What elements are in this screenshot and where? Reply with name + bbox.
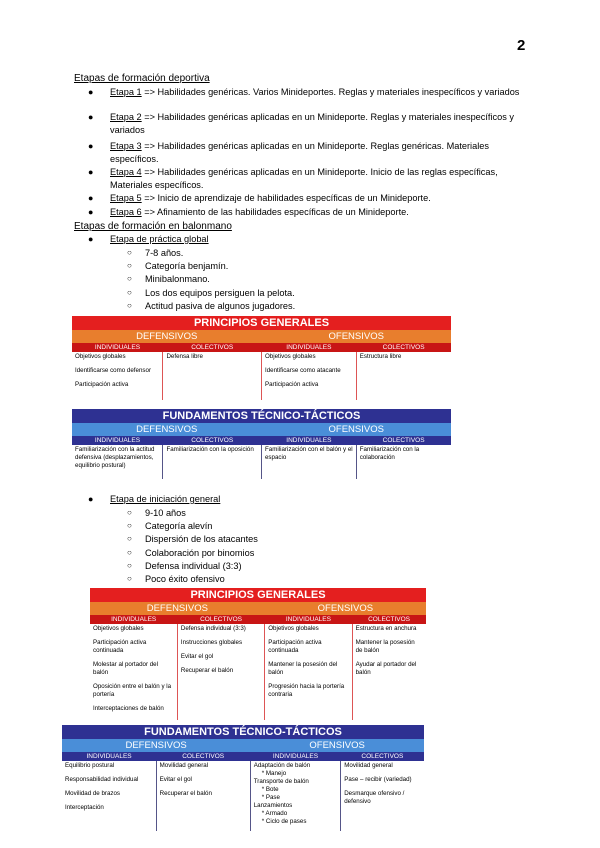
cell-line: Recuperar el balón — [180, 667, 234, 674]
heading-balonmano: Etapas de formación en balonmano — [74, 221, 232, 232]
subheader-individuales: INDIVIDUALES — [90, 615, 177, 624]
cell-line: Objetivos globales — [75, 353, 126, 360]
sub-item — [127, 273, 210, 285]
bullet-icon: ● — [88, 141, 94, 151]
bullet-icon: ● — [88, 167, 94, 177]
table-fundamentos-general — [62, 725, 424, 831]
cell-line: * Armado — [261, 810, 288, 817]
cell-line: * Pase — [261, 794, 280, 801]
circle-bullet-icon: ○ — [127, 248, 132, 257]
stage-text: => Afinamiento de las habilidades específicas de un Minideporte. — [141, 207, 409, 217]
sub-item-text: Minibalonmano. — [145, 274, 210, 285]
header-ofensivos: OFENSIVOS — [250, 739, 424, 752]
table-fundamentos-global — [72, 409, 451, 479]
sub-item-text: Actitud pasiva de algunos jugadores. — [145, 300, 296, 311]
sub-item-text: 9-10 años — [145, 508, 186, 518]
circle-bullet-icon: ○ — [127, 287, 132, 297]
sub-item — [127, 260, 229, 272]
general-stage-bullet — [88, 493, 510, 506]
cell-line: Oposición entre el balón y la portería — [93, 683, 172, 698]
cell-line: Familiarización con la actitud defensiva (desplazamientos, equilibrio postural) — [75, 446, 155, 469]
sub-item-text: Los dos equipos persiguen la pelota. — [145, 287, 295, 298]
cell-line: Molestar al portador del balón — [93, 661, 159, 676]
cell-line: Estructura libre — [359, 353, 402, 360]
stage-label: Etapa 5 — [110, 193, 142, 203]
stage-label: Etapa 2 — [110, 112, 142, 122]
subheader-colectivos: COLECTIVOS — [352, 615, 426, 624]
stage-label: Etapa 4 — [110, 167, 142, 177]
cell-of-col — [356, 352, 451, 400]
cell-of-ind — [261, 352, 356, 400]
cell-line: Interceptaciones de balón — [93, 705, 164, 712]
cell-line: Mantener la posesión del balón — [268, 661, 338, 676]
sub-item-text: 7-8 años. — [145, 248, 184, 258]
subheader-individuales: INDIVIDUALES — [261, 343, 356, 352]
cell-def-ind — [90, 624, 177, 720]
cell-def-col — [163, 352, 262, 400]
sub-item-text: Dispersión de los atacantes — [145, 534, 258, 545]
cell-line: Familiarización con la oposición — [166, 446, 254, 453]
cell-line: Participación activa continuada — [93, 639, 147, 654]
stage-text: => Habilidades genéricas aplicadas en un Minideporte. Inicio de las reglas específicas, Materiales específicos. — [110, 167, 498, 190]
stage-item — [88, 166, 530, 191]
cell-line: Objetivos globales — [93, 625, 144, 632]
header-defensivos: DEFENSIVOS — [72, 423, 261, 436]
circle-bullet-icon: ○ — [127, 508, 132, 517]
cell-line: Familiarización con la colaboración — [359, 446, 420, 461]
header-ofensivos: OFENSIVOS — [261, 423, 451, 436]
cell-line: Adaptación de balón — [253, 762, 311, 769]
circle-bullet-icon: ○ — [127, 547, 132, 557]
circle-bullet-icon: ○ — [127, 300, 132, 310]
cell-line: Recuperar el balón — [159, 790, 212, 797]
cell-line: Identificarse como atacante — [264, 367, 341, 374]
subheader-individuales: INDIVIDUALES — [261, 436, 356, 445]
sub-item — [127, 247, 184, 259]
circle-bullet-icon: ○ — [127, 534, 132, 544]
page-number: 2 — [517, 37, 526, 54]
cell-line: Lanzamientos — [253, 802, 293, 809]
subheader-individuales: INDIVIDUALES — [72, 436, 163, 445]
cell-line: Familiarización con el balón y el espacio — [264, 446, 353, 461]
cell-def-col — [156, 761, 250, 831]
table-principios-global — [72, 316, 451, 400]
circle-bullet-icon: ○ — [127, 560, 132, 570]
sub-item-text: Categoría benjamín. — [145, 261, 229, 272]
subheader-colectivos: COLECTIVOS — [341, 752, 424, 761]
cell-line: Responsabilidad individual — [65, 776, 139, 783]
cell-line: Objetivos globales — [264, 353, 316, 360]
circle-bullet-icon: ○ — [127, 274, 132, 284]
cell-def-ind — [62, 761, 156, 831]
sub-item-text: Defensa individual (3:3) — [145, 560, 242, 571]
cell-line: Participación activa — [264, 381, 319, 388]
cell-line: Progresión hacia la portería contraria — [268, 683, 345, 698]
stage-text: => Habilidades genéricas aplicadas en un Minideporte. Reglas genéricas. Materiales específicos. — [110, 141, 489, 164]
subheader-colectivos: COLECTIVOS — [177, 615, 264, 624]
subheader-individuales: INDIVIDUALES — [265, 615, 352, 624]
cell-line: Objetivos globales — [268, 625, 319, 632]
bullet-icon: ● — [88, 494, 94, 504]
stage-label: Etapa 6 — [110, 207, 142, 217]
cell-line: * Ciclo de pases — [261, 818, 307, 825]
sub-item — [127, 300, 296, 312]
stage-label: Etapa 3 — [110, 141, 142, 151]
cell-line: Evitar el gol — [180, 653, 214, 660]
subheader-individuales: INDIVIDUALES — [62, 752, 156, 761]
subheader-individuales: INDIVIDUALES — [250, 752, 341, 761]
cell-def-ind — [72, 352, 163, 400]
subheader-individuales: INDIVIDUALES — [72, 343, 163, 352]
circle-bullet-icon: ○ — [127, 574, 132, 583]
cell-line: * Manejo — [261, 770, 287, 777]
cell-line: Desmarque ofensivo / defensivo — [344, 790, 405, 805]
cell-def-col — [163, 445, 262, 479]
sub-item — [127, 560, 242, 572]
table-title: FUNDAMENTOS TÉCNICO-TÁCTICOS — [72, 409, 451, 423]
cell-of-col — [356, 445, 451, 479]
table-principios-general — [90, 588, 426, 720]
sub-item-text: Colaboración por binomios — [145, 547, 255, 558]
cell-line: Estructura en anchura — [355, 625, 417, 632]
subheader-colectivos: COLECTIVOS — [156, 752, 250, 761]
circle-bullet-icon: ○ — [127, 261, 132, 271]
header-ofensivos: OFENSIVOS — [261, 330, 451, 343]
cell-line: Pase – recibir (variedad) — [344, 776, 412, 783]
sub-item — [127, 547, 255, 559]
cell-line: Participación activa continuada — [268, 639, 322, 654]
cell-line: Instrucciones globales — [180, 639, 243, 646]
cell-def-col — [177, 624, 264, 720]
bullet-icon: ● — [88, 207, 94, 217]
cell-of-ind — [250, 761, 341, 831]
cell-line: Ayudar al portador del balón — [355, 661, 417, 676]
header-defensivos: DEFENSIVOS — [72, 330, 261, 343]
cell-line: Movilidad de brazos — [65, 790, 121, 797]
stage-item — [88, 111, 530, 136]
stage-label: Etapa 1 — [110, 87, 142, 97]
cell-line: Mantener la posesión de balón — [355, 639, 415, 654]
bullet-icon: ● — [88, 112, 94, 122]
sub-item — [127, 287, 295, 299]
cell-line: Interceptación — [65, 804, 104, 811]
header-defensivos: DEFENSIVOS — [62, 739, 250, 752]
cell-line: Equilibrio postural — [65, 762, 115, 769]
sub-item — [127, 507, 186, 519]
bullet-icon: ● — [88, 193, 94, 203]
stage-text: => Inicio de aprendizaje de habilidades específicas de un Minideporte. — [141, 193, 431, 203]
stage-item — [88, 192, 530, 205]
heading-etapas-formacion: Etapas de formación deportiva — [74, 73, 210, 84]
cell-of-ind — [261, 445, 356, 479]
stage-item — [88, 206, 530, 219]
header-defensivos: DEFENSIVOS — [90, 602, 265, 615]
sub-item-text: Poco éxito ofensivo — [145, 574, 225, 584]
table-title: PRINCIPIOS GENERALES — [72, 316, 451, 330]
subheader-colectivos: COLECTIVOS — [356, 436, 451, 445]
sub-item — [127, 533, 258, 545]
bullet-icon: ● — [88, 234, 94, 244]
cell-of-col — [352, 624, 426, 720]
cell-line: Defensa individual (3:3) — [180, 625, 246, 632]
bullet-icon: ● — [88, 87, 94, 97]
cell-line: * Bote — [261, 786, 279, 793]
cell-line: Participación activa — [75, 381, 129, 388]
subheader-colectivos: COLECTIVOS — [163, 436, 262, 445]
stage-item — [88, 86, 530, 99]
sub-item — [127, 520, 213, 532]
subheader-colectivos: COLECTIVOS — [163, 343, 262, 352]
table-title: FUNDAMENTOS TÉCNICO-TÁCTICOS — [62, 725, 424, 739]
general-stage-title: Etapa de iniciación general — [110, 494, 221, 504]
global-stage-bullet — [88, 233, 510, 246]
cell-line: Movilidad general — [344, 762, 393, 769]
cell-line: Identificarse como defensor — [75, 367, 152, 374]
global-stage-title: Etapa de práctica global — [110, 234, 209, 244]
cell-line: Movilidad general — [159, 762, 209, 769]
cell-line: Evitar el gol — [159, 776, 192, 783]
cell-of-col — [341, 761, 424, 831]
sub-item-text: Categoría alevín — [145, 521, 213, 532]
cell-line: Defensa libre — [166, 353, 203, 360]
stage-text: => Habilidades genéricas. Varios Minideportes. Reglas y materiales inespecíficos y variados — [141, 87, 520, 97]
cell-of-ind — [265, 624, 352, 720]
subheader-colectivos: COLECTIVOS — [356, 343, 451, 352]
sub-item — [127, 573, 225, 585]
table-title: PRINCIPIOS GENERALES — [90, 588, 426, 602]
stage-text: => Habilidades genéricas aplicadas en un Minideporte. Reglas y materiales inespecíficos y variados — [110, 112, 514, 135]
header-ofensivos: OFENSIVOS — [265, 602, 426, 615]
stage-item — [88, 140, 530, 165]
cell-def-ind — [72, 445, 163, 479]
cell-line: Transporte de balón — [253, 778, 309, 785]
circle-bullet-icon: ○ — [127, 521, 132, 531]
